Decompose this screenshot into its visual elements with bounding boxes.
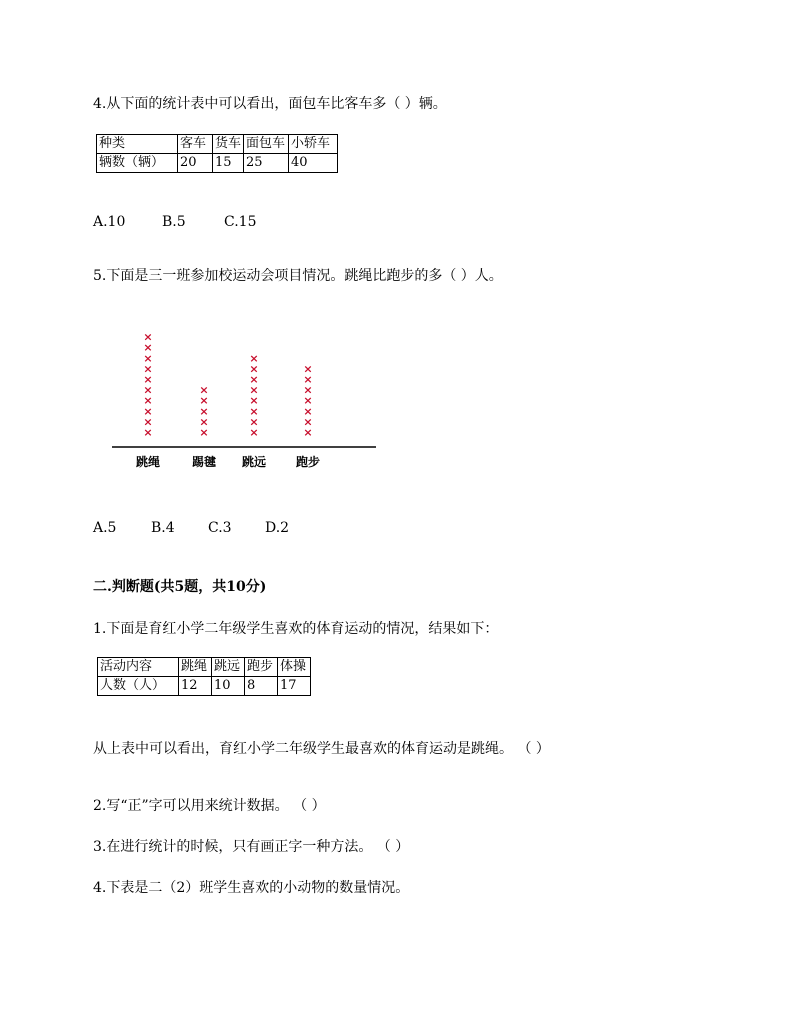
dot-plot-mark: × (199, 426, 209, 439)
table-row (97, 154, 338, 173)
dot-plot-category-label: 踢毽 (191, 455, 217, 469)
q5-option-a: A.5 (93, 520, 117, 536)
dot-plot-mark: × (249, 373, 259, 386)
dot-plot-mark: × (249, 394, 259, 408)
dot-plot-mark: × (143, 426, 153, 439)
table-header-cell: 活动内容 (98, 658, 179, 677)
table-cell: 12 (179, 677, 212, 696)
dot-plot-mark: × (199, 383, 209, 397)
table-cell: 20 (178, 154, 213, 173)
dot-plot-category-label: 跑步 (295, 455, 321, 469)
dot-plot-mark: × (199, 394, 209, 408)
table-cell: 8 (245, 677, 278, 696)
dot-plot-mark: × (143, 330, 153, 344)
dot-plot-mark: × (143, 351, 153, 365)
dot-plot-mark: × (199, 404, 209, 418)
table-row (97, 135, 338, 154)
question-5-stem: 5.下面是三一班参加校运动会项目情况。跳绳比跑步的多（ ）人。 (93, 268, 503, 284)
question-4-stem: 4.从下面的统计表中可以看出，面包车比客车多（ ）辆。 (93, 96, 447, 112)
dot-plot-mark: × (303, 394, 313, 408)
sports-dot-plot (100, 320, 390, 480)
judge-1-statement: 从上表中可以看出，育红小学二年级学生最喜欢的体育运动是跳绳。 （ ） (93, 741, 550, 757)
sports-table (97, 657, 311, 696)
dot-plot-mark: × (143, 415, 153, 429)
table-header-cell: 跑步 (245, 658, 278, 677)
judge-4-stem: 4.下表是二（2）班学生喜欢的小动物的数量情况。 (93, 880, 410, 896)
table-header-cell: 跳远 (212, 658, 245, 677)
judge-3-stem: 3.在进行统计的时候，只有画正字一种方法。 （ ） (93, 839, 410, 855)
q5-option-c: C.3 (208, 520, 232, 536)
dot-plot-mark: × (303, 404, 313, 418)
dot-plot-mark: × (143, 383, 153, 397)
table-header-cell: 种类 (97, 135, 178, 154)
judge-2-stem: 2.写“正”字可以用来统计数据。 （ ） (93, 798, 326, 814)
dot-plot-mark: × (249, 404, 259, 418)
dot-plot-category-label: 跳绳 (135, 455, 161, 469)
dot-plot-mark: × (199, 415, 209, 429)
dot-plot-labels (136, 454, 320, 469)
table-header-cell: 客车 (178, 135, 213, 154)
dot-plot-mark: × (303, 415, 313, 429)
dot-plot-mark: × (143, 362, 153, 376)
section-title: 二.判断题(共5题，共10分) (93, 579, 267, 595)
dot-plot-mark: × (303, 383, 313, 397)
dot-plot-mark: × (143, 341, 153, 355)
dot-plot-category-label: 跳远 (241, 455, 267, 469)
q4-option-b: B.5 (162, 214, 186, 230)
table-cell: 辆数（辆） (97, 154, 178, 173)
dot-plot-mark: × (249, 415, 259, 429)
dot-plot-mark: × (249, 362, 259, 376)
table-cell: 17 (278, 677, 311, 696)
q5-option-b: B.4 (151, 520, 175, 536)
q4-option-c: C.15 (224, 214, 257, 230)
dot-plot-mark: × (303, 362, 313, 376)
table-header-cell: 跳绳 (179, 658, 212, 677)
table-header-cell: 体操 (278, 658, 311, 677)
table-header-cell: 面包车 (244, 135, 289, 154)
table-header-cell: 货车 (213, 135, 244, 154)
table-cell: 人数（人） (98, 677, 179, 696)
dot-plot-mark: × (249, 426, 259, 439)
table-header-cell: 小轿车 (289, 135, 338, 154)
q4-option-a: A.10 (93, 214, 126, 230)
dot-plot-mark: × (249, 383, 259, 397)
q5-option-d: D.2 (265, 520, 290, 536)
table-cell: 10 (212, 677, 245, 696)
table-row (98, 658, 311, 677)
table-cell: 40 (289, 154, 338, 173)
dot-plot-marks (143, 331, 312, 439)
table-row (98, 677, 311, 696)
dot-plot-mark: × (303, 373, 313, 386)
table-cell: 15 (213, 154, 244, 173)
table-cell: 25 (244, 154, 289, 173)
dot-plot-mark: × (249, 351, 259, 365)
vehicle-table (96, 134, 338, 173)
dot-plot-mark: × (143, 404, 153, 418)
dot-plot-mark: × (303, 426, 313, 439)
dot-plot-mark: × (143, 373, 153, 386)
dot-plot-mark: × (143, 394, 153, 408)
judge-1-stem: 1.下面是育红小学二年级学生喜欢的体育运动的情况，结果如下： (93, 621, 499, 637)
